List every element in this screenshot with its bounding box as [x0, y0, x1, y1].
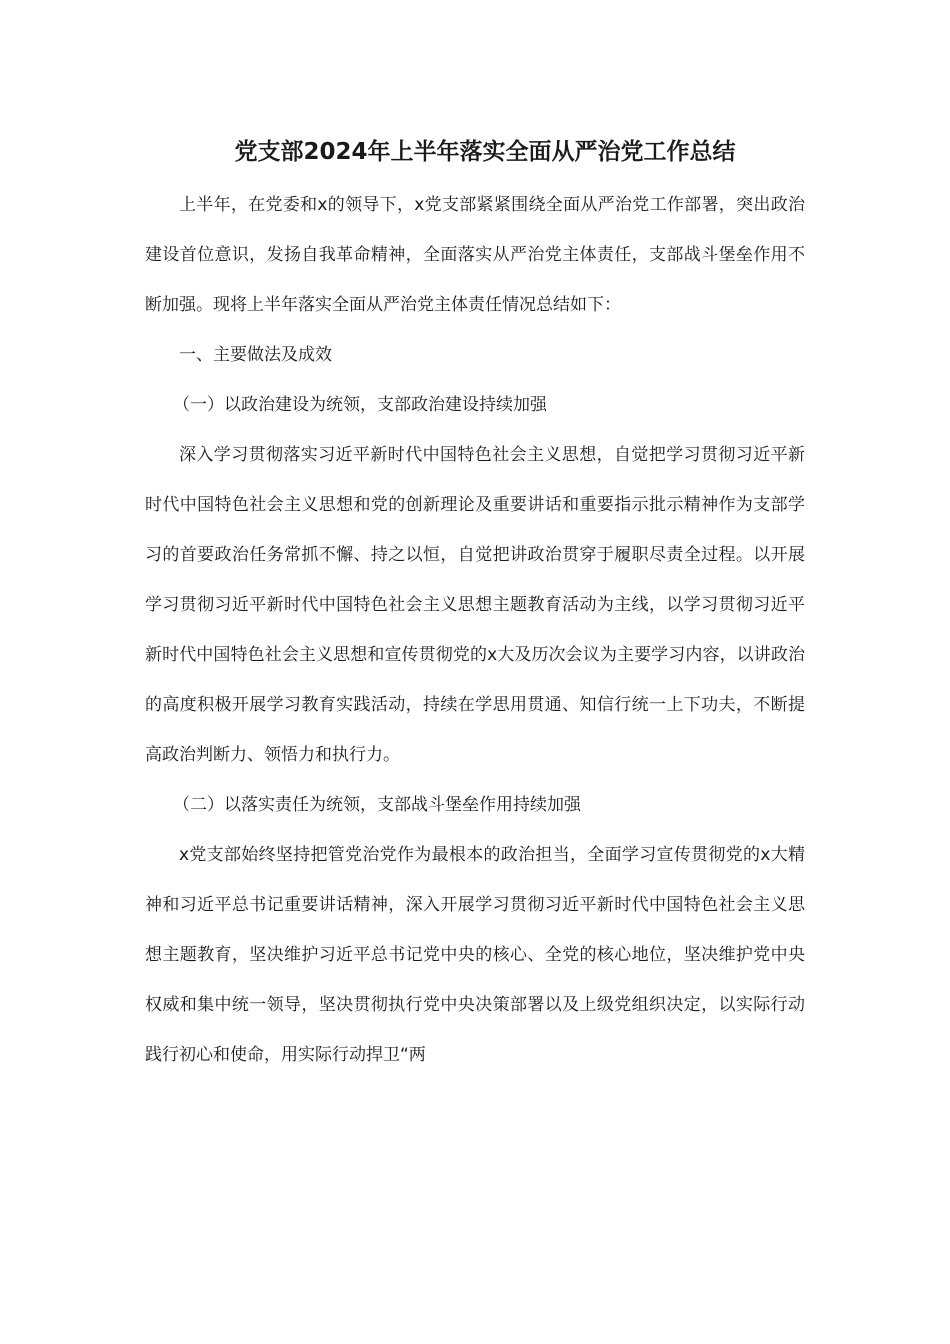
document-body [145, 180, 805, 1080]
document-title: 党支部2024年上半年落实全面从严治党工作总结 [234, 139, 736, 165]
section-heading-1: 一、主要做法及成效 [179, 345, 332, 365]
subsection-heading-1 [145, 380, 805, 430]
subsection-1-paragraph: 深入学习贯彻落实习近平新时代中国特色社会主义思想，自觉把学习贯彻习近平新时代中国特色社会主义思想和党的创新理论及重要讲话和重要指示批示精神作为支部学习的首要政治任务常抓不懈、持之以恒，自觉把讲政治贯穿于履职尽责全过程。以开展学习贯彻习近平新时代中国特色社会主义思想主题教育活动为主线，以学习贯彻习近平新时代中国特色社会主义思想和宣传贯彻党的x大及历次会议为主要学习内容，以讲政治的高度积极开展学习教育实践活动，持续在学思用贯通、知信行统一上下功夫，不断提高政治判断力、领悟力和执行力。 [145, 445, 805, 765]
subsection-heading-2 [145, 780, 805, 830]
subsection-2-paragraph: x党支部始终坚持把管党治党作为最根本的政治担当，全面学习宣传贯彻党的x大精神和习近平总书记重要讲话精神，深入开展学习贯彻习近平新时代中国特色社会主义思想主题教育，坚决维护习近平总书记党中央的核心、全党的核心地位，坚决维护党中央权威和集中统一领导，坚决贯彻执行党中央决策部署以及上级党组织决定，以实际行动践行初心和使命，用实际行动捍卫“两 [145, 845, 805, 1065]
subsection-heading-1-text: （一）以政治建设为统领，支部政治建设持续加强 [173, 395, 547, 415]
intro-paragraph: 上半年，在党委和x的领导下，x党支部紧紧围绕全面从严治党工作部署，突出政治建设首位意识，发扬自我革命精神，全面落实从严治党主体责任，支部战斗堡垒作用不断加强。现将上半年落实全面从严治党主体责任情况总结如下： [145, 195, 805, 315]
subsection-heading-2-text: （二）以落实责任为统领，支部战斗堡垒作用持续加强 [173, 795, 581, 815]
